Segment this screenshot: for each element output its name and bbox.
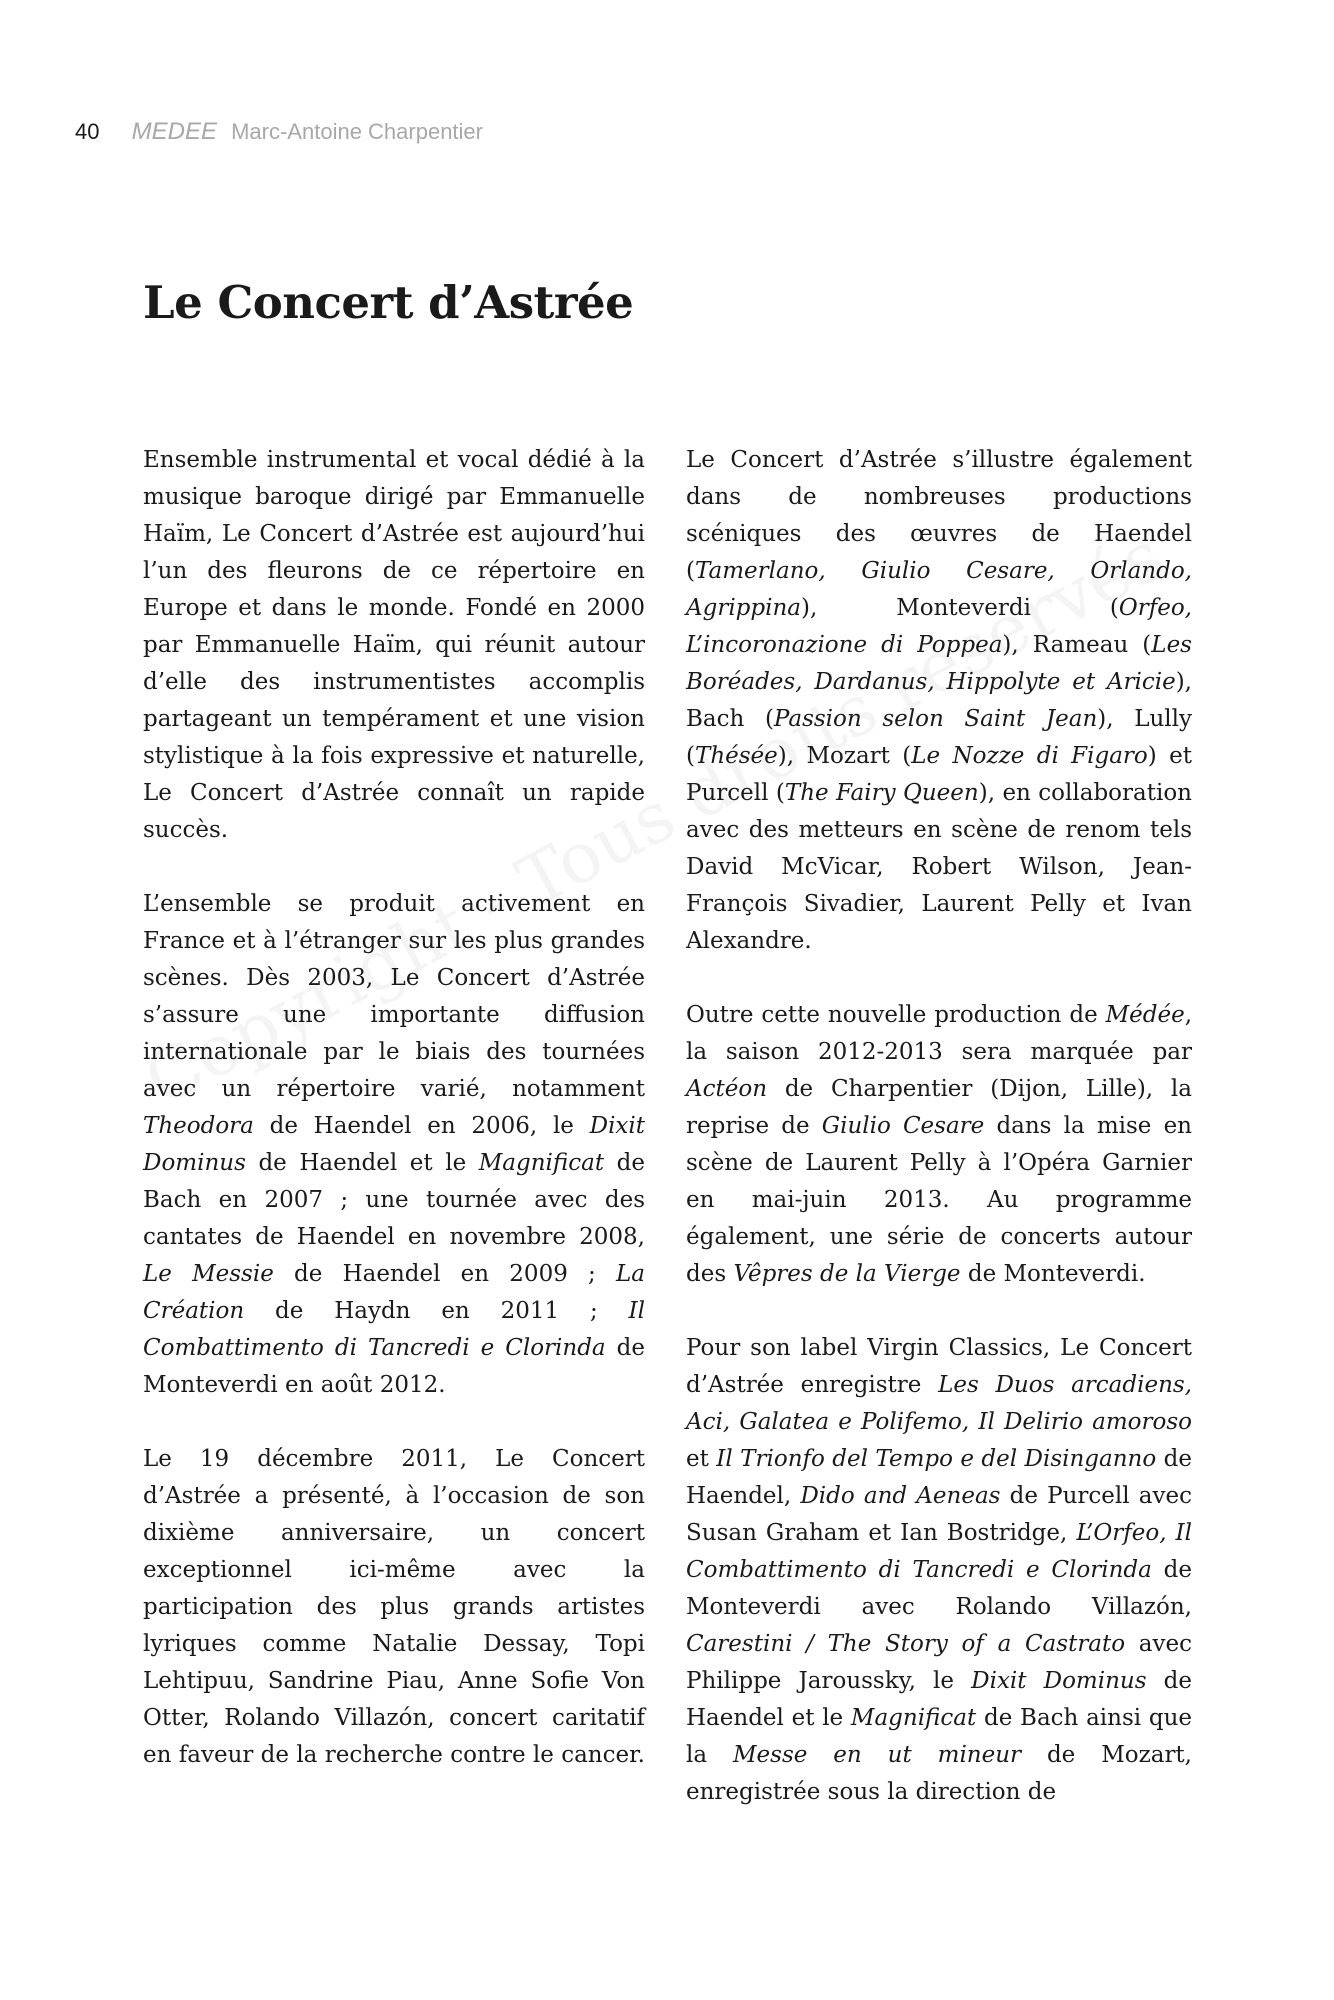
- left-column: [143, 442, 645, 1774]
- text-run: ), Bach (: [686, 669, 1192, 732]
- italic-title: Il Combattimento di Tancredi e Clorinda: [143, 1298, 645, 1361]
- text-run: de Mozart, enregistrée sous la direction de: [686, 1742, 1192, 1805]
- text-run: ) et Purcell (: [686, 743, 1192, 806]
- paragraph: [686, 1330, 1192, 1811]
- paragraph: [143, 442, 645, 849]
- italic-title: Le Nozze di Figaro: [911, 743, 1148, 769]
- paragraph: [686, 997, 1192, 1293]
- text-run: de Charpentier (Dijon, Lille), la reprise de: [686, 1076, 1192, 1139]
- text-run: de Haydn en 2011 ;: [244, 1298, 629, 1324]
- italic-title: Il Trionfo del Tempo e del Disinganno: [716, 1446, 1157, 1472]
- italic-title: Carestini / The Story of a Castrato: [686, 1631, 1126, 1657]
- text-run: Outre cette nouvelle production de: [686, 1002, 1106, 1028]
- text-run: de Bach ainsi que la: [686, 1705, 1193, 1768]
- text-run: ), Lully (: [686, 706, 1192, 769]
- text-run: de Haendel et le: [686, 1668, 1193, 1731]
- text-run: , la saison 2012-2013 sera marquée par: [686, 1002, 1192, 1065]
- text-run: de Monteverdi.: [960, 1261, 1146, 1287]
- italic-title: Les Duos arcadiens, Aci, Galatea e Polifemo, Il Delirio amoroso: [686, 1372, 1192, 1435]
- running-title: MEDEE: [131, 118, 217, 145]
- italic-title: La Création: [143, 1261, 645, 1324]
- right-column: [686, 442, 1192, 1811]
- italic-title: Les Boréades, Dardanus, Hippolyte et Aricie: [686, 632, 1192, 695]
- italic-title: Tamerlano, Giulio Cesare, Orlando, Agrippina: [686, 558, 1192, 621]
- italic-title: Vêpres de la Vierge: [733, 1261, 961, 1287]
- italic-title: The Fairy Queen: [784, 780, 979, 806]
- italic-title: Orfeo, L’incoronazione di Poppea: [686, 595, 1192, 658]
- text-run: ), en collaboration avec des metteurs en scène de renom tels David McVicar, Robert Wilson, Jean-François Sivadier, Laurent Pelly et Ivan Alexandre.: [686, 780, 1192, 954]
- text-run: ), Mozart (: [777, 743, 912, 769]
- page-number: 40: [75, 119, 100, 144]
- text-run: avec Philippe Jaroussky, le: [686, 1631, 1192, 1694]
- text-run: Le 19 décembre 2011, Le Concert d’Astrée a présenté, à l’occasion de son dixième anniversaire, un concert exceptionnel ici-même avec la participation des plus grands artistes lyriques comme Natalie Dessay, Topi Lehtipuu, Sandrine Piau, Anne Sofie Von Otter, Rolando Villazón, concert caritatif en faveur de la recherche contre le cancer.: [143, 1446, 645, 1768]
- text-run: de Purcell avec Susan Graham et Ian Bostridge,: [686, 1483, 1192, 1546]
- paragraph: [143, 1441, 645, 1774]
- italic-title: Giulio Cesare: [821, 1113, 985, 1139]
- text-run: dans la mise en scène de Laurent Pelly à l’Opéra Garnier en mai-juin 2013. Au programme également, une série de concerts autour des: [686, 1113, 1192, 1287]
- text-run: de Haendel et le: [245, 1150, 479, 1176]
- italic-title: Magnificat: [478, 1150, 605, 1176]
- text-run: ), Rameau (: [1002, 632, 1152, 658]
- text-run: de Haendel,: [686, 1446, 1192, 1509]
- italic-title: Actéon: [686, 1076, 768, 1102]
- text-run: de Bach en 2007 ; une tournée avec des cantates de Haendel en novembre 2008,: [143, 1150, 645, 1250]
- text-run: de Haendel en 2006, le: [253, 1113, 590, 1139]
- italic-title: Thésée: [694, 743, 778, 769]
- italic-title: Magnificat: [850, 1705, 977, 1731]
- text-run: de Haendel en 2009 ;: [273, 1261, 616, 1287]
- text-run: de Monteverdi en août 2012.: [143, 1335, 645, 1398]
- italic-title: Dixit Dominus: [971, 1668, 1147, 1694]
- text-run: L’ensemble se produit activement en France et à l’étranger sur les plus grandes scènes. Dès 2003, Le Concert d’Astrée s’assure une importante diffusion internationale par le biais des tournées avec un répertoire varié, notamment: [143, 891, 645, 1102]
- italic-title: Dido and Aeneas: [800, 1483, 1001, 1509]
- page-title: Le Concert d’Astrée: [143, 276, 634, 329]
- text-run: et: [686, 1446, 717, 1472]
- italic-title: Messe en ut mineur: [733, 1742, 1022, 1768]
- text-run: de Monteverdi avec Rolando Villazón,: [686, 1557, 1192, 1620]
- running-subtitle: Marc-Antoine Charpentier: [231, 119, 483, 144]
- italic-title: Médée: [1105, 1002, 1185, 1028]
- italic-title: Dixit Dominus: [143, 1113, 645, 1176]
- italic-title: Le Messie: [143, 1261, 274, 1287]
- italic-title: Passion selon Saint Jean: [773, 706, 1098, 732]
- running-header: [75, 118, 483, 146]
- text-run: Pour son label Virgin Classics, Le Concert d’Astrée enregistre: [686, 1335, 1192, 1398]
- italic-title: L’Orfeo, Il Combattimento di Tancredi e Clorinda: [686, 1520, 1192, 1583]
- text-run: Le Concert d’Astrée s’illustre également dans de nombreuses productions scéniques des œuvres de Haendel (: [686, 447, 1192, 584]
- paragraph: [143, 886, 645, 1404]
- italic-title: Theodora: [143, 1113, 254, 1139]
- text-run: ), Monteverdi (: [801, 595, 1119, 621]
- text-run: Ensemble instrumental et vocal dédié à la musique baroque dirigé par Emmanuelle Haïm, Le Concert d’Astrée est aujourd’hui l’un des fleurons de ce répertoire en Europe et dans le monde. Fondé en 2000 par Emmanuelle Haïm, qui réunit autour d’elle des instrumentistes accomplis partageant un tempérament et une vision stylistique à la fois expressive et naturelle, Le Concert d’Astrée connaît un rapide succès.: [143, 447, 645, 843]
- paragraph: [686, 442, 1192, 960]
